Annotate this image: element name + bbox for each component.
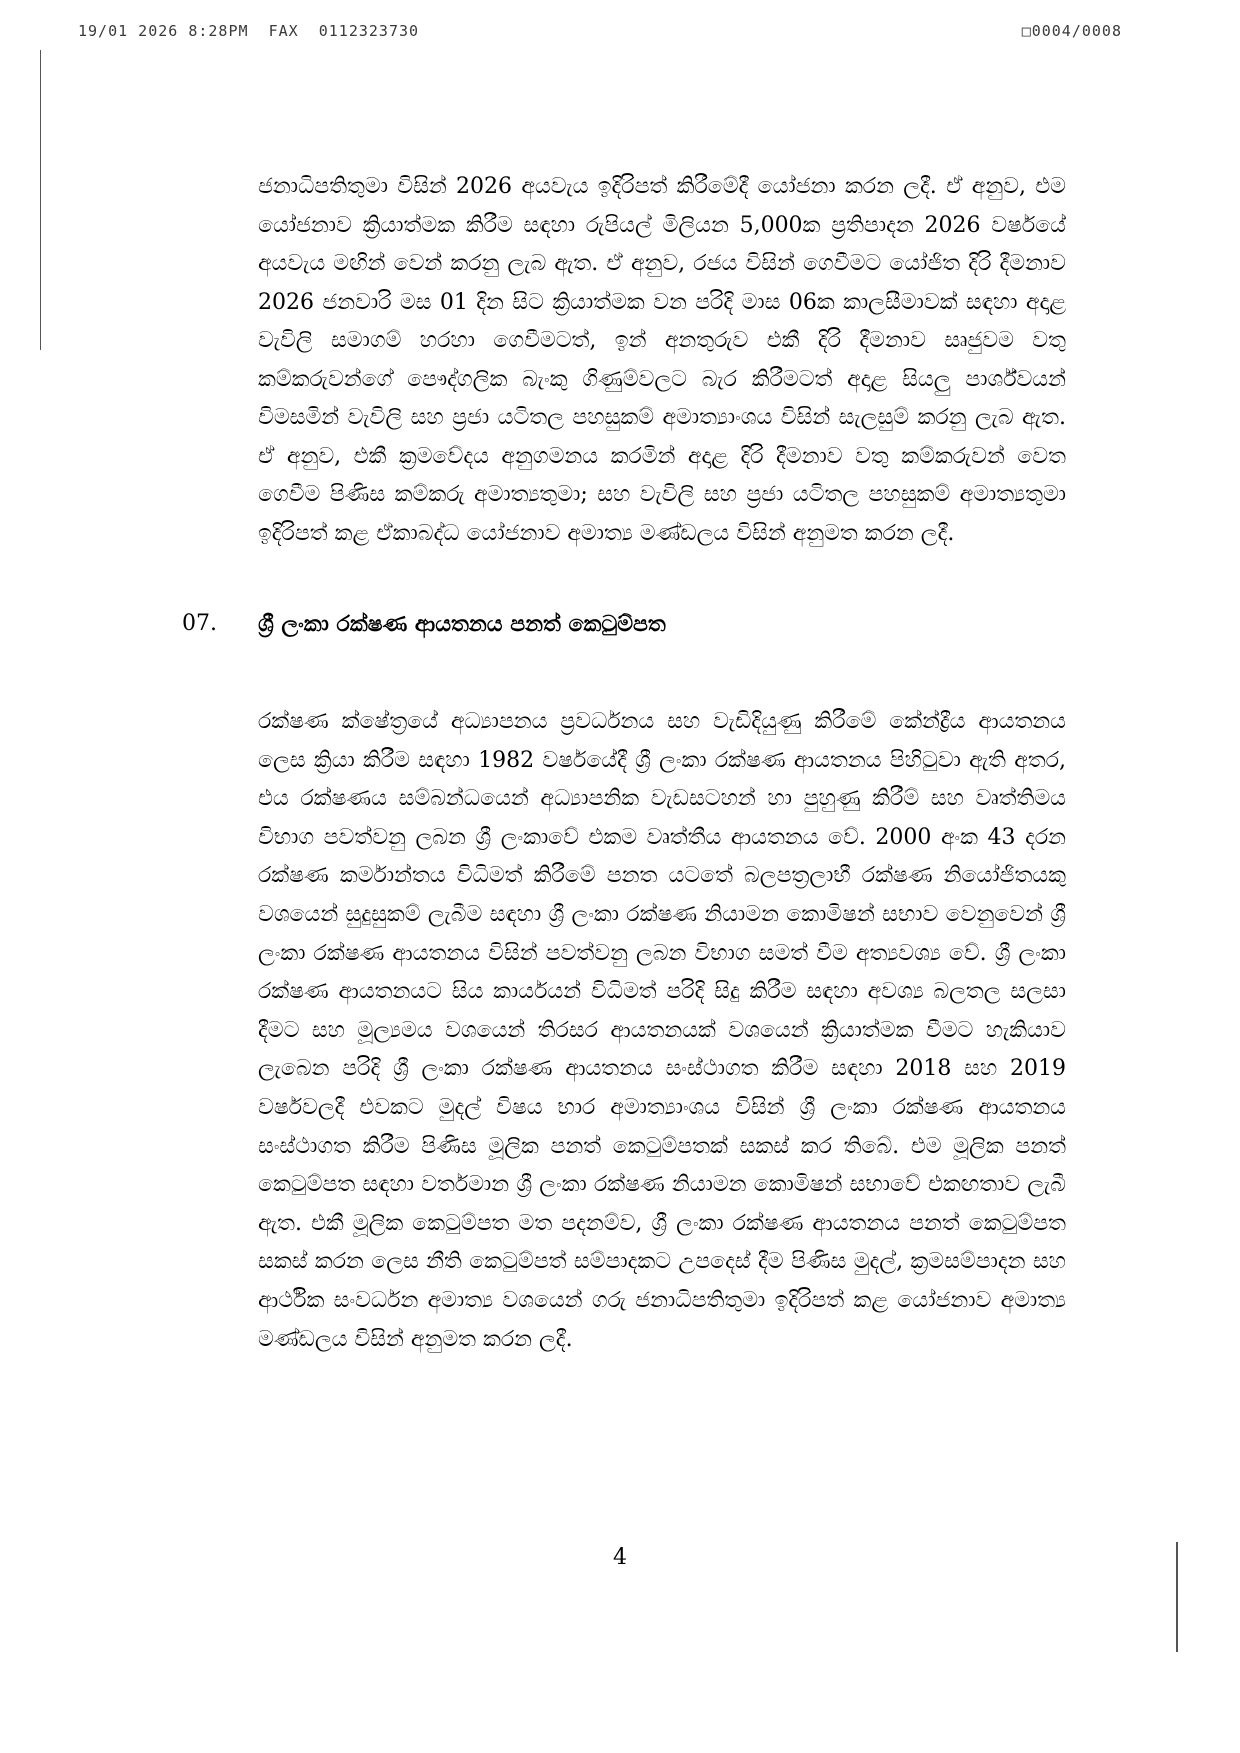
fax-transmission-info: 19/01 2026 8:28PM FAX 0112323730 [78, 22, 420, 40]
section-number: 07. [182, 611, 217, 636]
left-margin-scan-mark [40, 50, 41, 350]
body-paragraph-2: රක්ෂණ ක්ෂේත්‍රයේ අධ්‍යාපනය ප්‍රවර්ධනය සහ වැඩිදියුණු කිරීමේ කේන්ද්‍රීය ආයතනය ලෙස ක්‍රියා කිරීම සඳහා 1982 වර්ෂයේදී ශ්‍රී ලංකා රක්ෂණ ආයතනය පිහිටුවා ඇති අතර, එය රක්ෂණය සම්බන්ධයෙන් අධ්‍යාපනික වැඩසටහන් හා පුහුණු කිරීම් සහ වෘත්තිමය විභාග පවත්වනු ලබන ශ්‍රී ලංකාවේ එකම වෘත්තීය ආයතනය වේ. 2000 අංක 43 දරන රක්ෂණ කර්මාන්තය විධිමත් කිරීමේ පනත යටතේ බලපත්‍රලාභී රක්ෂණ නියෝජිතයකු වශයෙන් සුදුසුකම් ලැබීම සඳහා ශ්‍රී ලංකා රක්ෂණ නියාමන කොමිෂන් සභාව වෙනුවෙන් ශ්‍රී ලංකා රක්ෂණ ආයතනය විසින් පවත්වනු ලබන විභාග සමත් වීම අත්‍යවශ්‍ය වේ. ශ්‍රී ලංකා රක්ෂණ ආයතනයට සිය කාර්යයන් විධිමත් පරිදි සිදු කිරීම සඳහා අවශ්‍ය බලතල සලසා දීමට සහ මූල්‍යමය වශයෙන් තිරසර ආයතනයක් වශයෙන් ක්‍රියාත්මක වීමට හැකියාව ලැබෙන පරිදි ශ්‍රී ලංකා රක්ෂණ ආයතනය සංස්ථාගත කිරීම සඳහා 2018 සහ 2019 වර්ෂවලදී එවකට මුදල් විෂය භාර අමාත්‍යාංශය විසින් ශ්‍රී ලංකා රක්ෂණ ආයතනය සංස්ථාගත කිරීම පිණිස මූලික පනත් කෙටුම්පතක් සකස් කර තිබේ. එම මූලික පනත් කෙටුම්පත සඳහා වර්තමාන ශ්‍රී ලංකා රක්ෂණ නියාමන කොමිෂන් සභාවේ එකඟතාව ලැබී ඇත. එකී මූලික කෙටුම්පත මත පදනම්ව, ශ්‍රී ලංකා රක්ෂණ ආයතනය පනත් කෙටුම්පත සකස් කරන ලෙස නීති කෙටුම්පත් සම්පාදකට උපදෙස් දීම පිණිස මුදල්, ක්‍රමසම්පාදන සහ ආර්ථික සංවර්ධන අමාත්‍ය වශයෙන් ගරු ජනාධිපතිතුමා ඉදිරිපත් කළ යෝජනාව අමාත්‍ය මණ්ඩලය විසින් අනුමත කරන ලදී. [258, 709, 1066, 1352]
section-title: ශ්‍රී ලංකා රක්ෂණ ආයතනය පනත් කෙටුම්පත [258, 611, 666, 637]
fax-page-counter: □0004/0008 [1021, 22, 1122, 40]
section-heading [182, 611, 1082, 651]
fax-header [78, 22, 1122, 48]
body-paragraph-1: ජනාධිපතිතුමා විසින් 2026 අයවැය ඉදිරිපත් කිරීමේදී යෝජනා කරන ලදී. ඒ අනුව, එම යෝජනාව ක්‍රියාත්මක කිරීම සඳහා රුපියල් මිලියන 5,000ක ප්‍රතිපාදන 2026 වර්ෂයේ අයවැය මඟින් වෙන් කරනු ලැබ ඇත. ඒ අනුව, රජය විසින් ගෙවීමට යෝජිත දිරි දීමනාව 2026 ජනවාරි මස 01 දින සිට ක්‍රියාත්මක වන පරිදි මාස 06ක කාලසීමාවක් සඳහා අදාළ වැවිලි සමාගම් හරහා ගෙවීමටත්, ඉන් අනතුරුව එකී දිරි දීමනාව සෘජුවම වතු කම්කරුවන්ගේ පෞද්ගලික බැංකු ගිණුම්වලට බැර කිරීමටත් අදාළ සියලු පාර්ශ්වයන් විමසමින් වැවිලි සහ ප්‍රජා යටිතල පහසුකම් අමාත්‍යාංශය විසින් සැලසුම් කරනු ලැබ ඇත. ඒ අනුව, එකී ක්‍රමවේදය අනුගමනය කරමින් අදාළ දිරි දීමනාව වතු කම්කරුවන් වෙත ගෙවීම පිණිස කම්කරු අමාත්‍යතුමා; සහ වැවිලි සහ ප්‍රජා යටිතල පහසුකම් අමාත්‍යතුමා ඉදිරිපත් කළ ඒකාබද්ධ යෝජනාව අමාත්‍ය මණ්ඩලය විසින් අනුමත කරන ලදී. [258, 174, 1066, 546]
page-number: 4 [613, 1545, 627, 1570]
